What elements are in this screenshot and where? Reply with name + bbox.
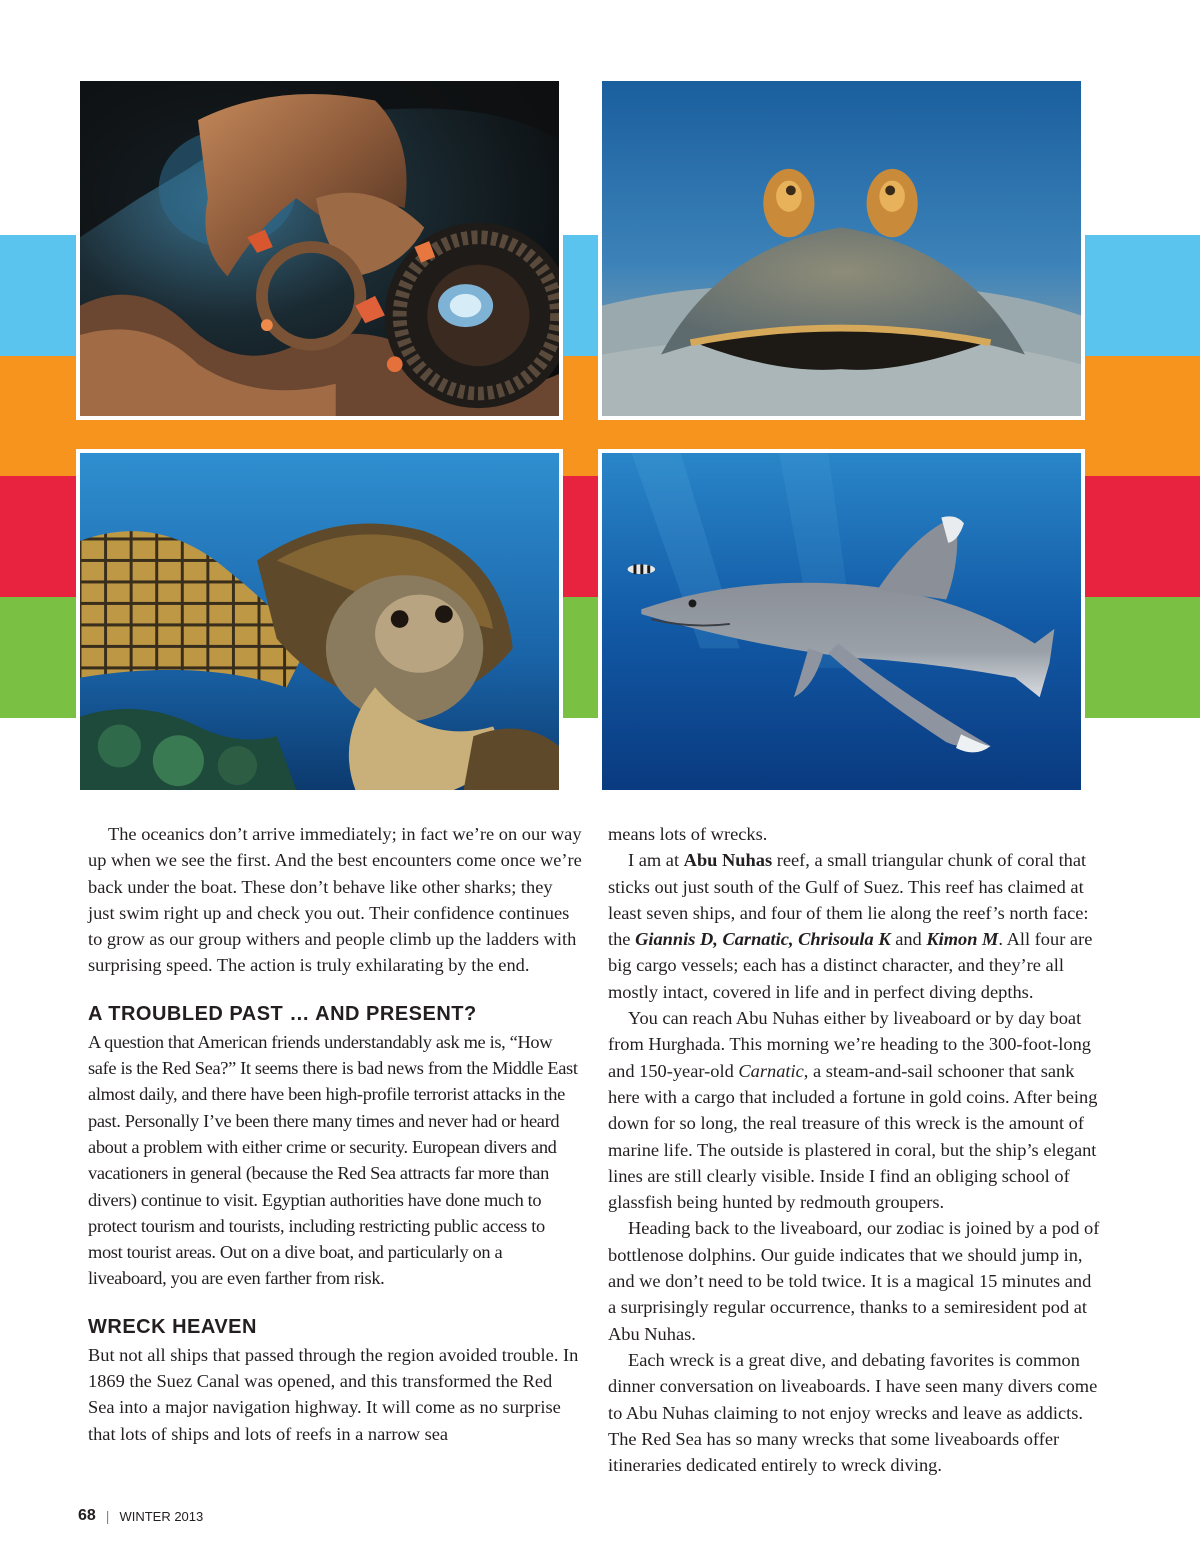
- section-heading: A TROUBLED PAST … AND PRESENT?: [88, 1002, 477, 1025]
- ship-name: Kimon M: [926, 929, 999, 950]
- place-name: Abu Nuhas: [683, 850, 773, 871]
- stingray-photo: [598, 77, 1085, 420]
- color-band-blue-right: [1085, 235, 1200, 356]
- article-paragraph: A question that American friends understandably ask me is, “How safe is the Red Sea?” It seems there is bad news from the Middle East almost daily, and there have been high-profile terrorist attacks in the past. Personally I’ve been there many times and never had or heard about a problem with either crime or security. European divers and vacationers in general (because the Red Sea attracts far more than divers) continue to visit. Egyptian authorities have done much to protect tourism and tourists, including restricting public access to most tourist areas. Out on a dive boat, and particularly on a liveaboard, you are even farther from risk.: [88, 1031, 578, 1289]
- article-paragraph: Each wreck is a great dive, and debating favorites is common dinner conversation on liveaboards. I have seen many divers come to Abu Nuhas claiming to not enjoy wrecks and leave as addicts. The Red Sea has so many wrecks that some liveaboards offer itineraries dedicated entirely to wreck diving.: [608, 1349, 1098, 1476]
- article-column-left: [88, 821, 582, 1447]
- article-column-right: [608, 821, 1102, 1478]
- color-band-blue-left: [0, 235, 76, 356]
- page-number: 68: [78, 1507, 96, 1524]
- article-paragraph: You can reach Abu Nuhas either by liveaboard or by day boat from Hurghada. This morning we’re heading to the 300-foot-long and 150-year-old Carnatic, a steam-and-sail schooner that sank here with a cargo that included a fortune in gold coins. After being down for so long, the real treasure of this wreck is the amount of marine life. The outside is plastered in coral, but the ship’s elegant lines are still clearly visible. Inside I find an obliging school of glassfish being hunted by redmouth groupers.: [608, 1008, 1098, 1213]
- color-band-green-middle: [562, 597, 600, 718]
- article-paragraph: The oceanics don’t arrive immediately; in fact we’re on our way up when we see the first. And the best encounters come once we’re back under the boat. These don’t behave like other sharks; they just swim right up and check you out. Their confidence continues to grow as our group withers and people climb up the ladders with surprising speed. The action is truly exhilarating by the end.: [88, 824, 582, 976]
- ship-name: Carnatic: [738, 1060, 804, 1081]
- color-band-red-right: [1085, 476, 1200, 597]
- oceanic-whitetip-shark-photo: [598, 449, 1085, 794]
- article-paragraph: But not all ships that passed through the region avoided trouble. In 1869 the Suez Canal was opened, and this transformed the Red Sea into a major navigation highway. It will come as no surprise that lots of ships and lots of reefs in a narrow sea: [88, 1344, 579, 1444]
- page-footer: [78, 1507, 203, 1525]
- issue-label: WINTER 2013: [119, 1508, 204, 1524]
- article-paragraph-continued: means lots of wrecks.: [608, 824, 768, 844]
- article-paragraph: Heading back to the liveaboard, our zodiac is joined by a pod of bottlenose dolphins. Our guide indicates that we should jump in, and we don’t need to be told twice. It is a magical 15 minutes and a surprisingly regular occurrence, thanks to a semiresident pod at Abu Nuhas.: [608, 1218, 1100, 1344]
- color-band-green-left: [0, 597, 76, 718]
- article-paragraph: I am at Abu Nuhas reef, a small triangular chunk of coral that sticks out just south of the Gulf of Suez. This reef has claimed at least seven ships, and four of them lie along the reef’s north face: the Giannis D, Carnatic, Chrisoula K and Kimon M. All four are big cargo vessels; each has a distinct character, and they’re all mostly intact, covered in life and in perfect diving depths.: [608, 850, 1093, 1002]
- ship-names: Giannis D, Carnatic, Chrisoula K: [635, 929, 891, 950]
- motorcycle-wreck-photo: [76, 77, 563, 420]
- color-band-red-middle: [562, 476, 600, 597]
- footer-separator: |: [105, 1508, 110, 1524]
- sea-turtle-photo: [76, 449, 563, 794]
- pilot-fish: [628, 564, 656, 574]
- color-band-blue-middle: [562, 235, 600, 356]
- color-band-green-right: [1085, 597, 1200, 718]
- color-band-red-left: [0, 476, 76, 597]
- section-heading: WRECK HEAVEN: [88, 1315, 257, 1338]
